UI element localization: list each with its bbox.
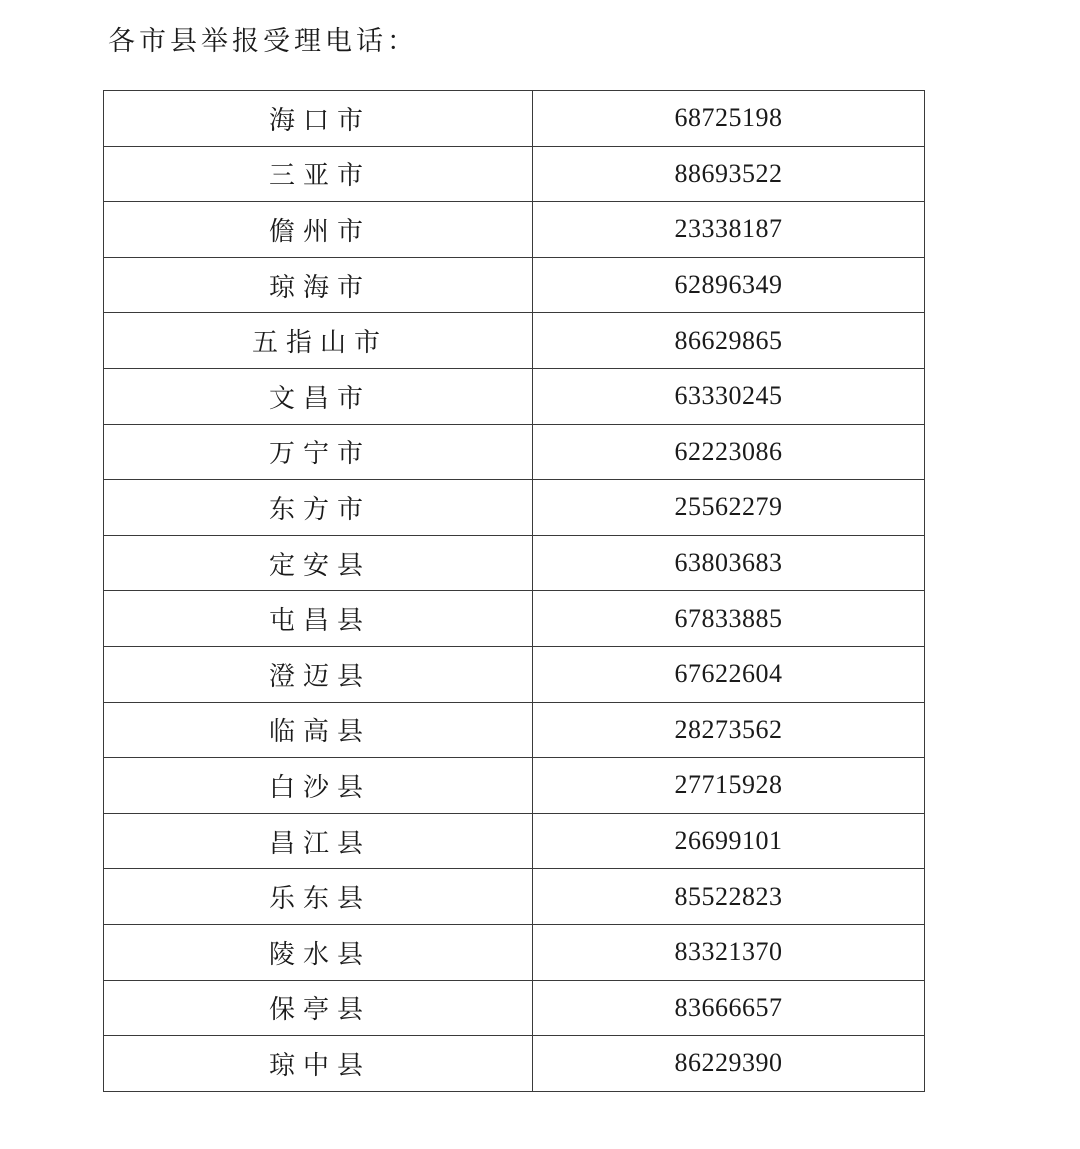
table-row xyxy=(104,702,925,758)
table-row xyxy=(104,591,925,647)
phone-number-cell: 83666657 xyxy=(533,980,925,1036)
table-row xyxy=(104,91,925,147)
table-row xyxy=(104,980,925,1036)
phone-number-cell: 26699101 xyxy=(533,813,925,869)
region-cell: 临高县 xyxy=(104,702,533,758)
region-cell: 万宁市 xyxy=(104,424,533,480)
phone-number-cell: 27715928 xyxy=(533,758,925,814)
region-cell: 保亭县 xyxy=(104,980,533,1036)
phone-number-cell: 28273562 xyxy=(533,702,925,758)
phone-number-cell: 67622604 xyxy=(533,646,925,702)
region-cell: 儋州市 xyxy=(104,202,533,258)
region-cell: 澄迈县 xyxy=(104,646,533,702)
table-row xyxy=(104,535,925,591)
table-row xyxy=(104,146,925,202)
table-row xyxy=(104,202,925,258)
phone-number-cell: 83321370 xyxy=(533,924,925,980)
region-cell: 乐东县 xyxy=(104,869,533,925)
table-row xyxy=(104,424,925,480)
table-row xyxy=(104,869,925,925)
phone-number-cell: 85522823 xyxy=(533,869,925,925)
hotline-table-container xyxy=(103,90,925,1092)
phone-number-cell: 25562279 xyxy=(533,480,925,536)
region-cell: 海口市 xyxy=(104,91,533,147)
phone-number-cell: 62896349 xyxy=(533,257,925,313)
table-row xyxy=(104,368,925,424)
phone-number-cell: 86629865 xyxy=(533,313,925,369)
table-row xyxy=(104,813,925,869)
region-cell: 屯昌县 xyxy=(104,591,533,647)
table-row xyxy=(104,646,925,702)
hotline-table-body xyxy=(104,91,925,1092)
region-cell: 昌江县 xyxy=(104,813,533,869)
table-row xyxy=(104,1036,925,1092)
region-cell: 五指山市 xyxy=(104,313,533,369)
phone-number-cell: 62223086 xyxy=(533,424,925,480)
table-row xyxy=(104,924,925,980)
phone-number-cell: 67833885 xyxy=(533,591,925,647)
phone-number-cell: 88693522 xyxy=(533,146,925,202)
phone-number-cell: 68725198 xyxy=(533,91,925,147)
phone-number-cell: 86229390 xyxy=(533,1036,925,1092)
phone-number-cell: 23338187 xyxy=(533,202,925,258)
region-cell: 三亚市 xyxy=(104,146,533,202)
table-row xyxy=(104,313,925,369)
page-heading: 各市县举报受理电话： xyxy=(108,26,418,57)
phone-number-cell: 63330245 xyxy=(533,368,925,424)
region-cell: 东方市 xyxy=(104,480,533,536)
table-row xyxy=(104,480,925,536)
hotline-table xyxy=(103,90,925,1092)
table-row xyxy=(104,257,925,313)
region-cell: 文昌市 xyxy=(104,368,533,424)
region-cell: 琼中县 xyxy=(104,1036,533,1092)
phone-number-cell: 63803683 xyxy=(533,535,925,591)
region-cell: 陵水县 xyxy=(104,924,533,980)
region-cell: 定安县 xyxy=(104,535,533,591)
region-cell: 白沙县 xyxy=(104,758,533,814)
table-row xyxy=(104,758,925,814)
region-cell: 琼海市 xyxy=(104,257,533,313)
